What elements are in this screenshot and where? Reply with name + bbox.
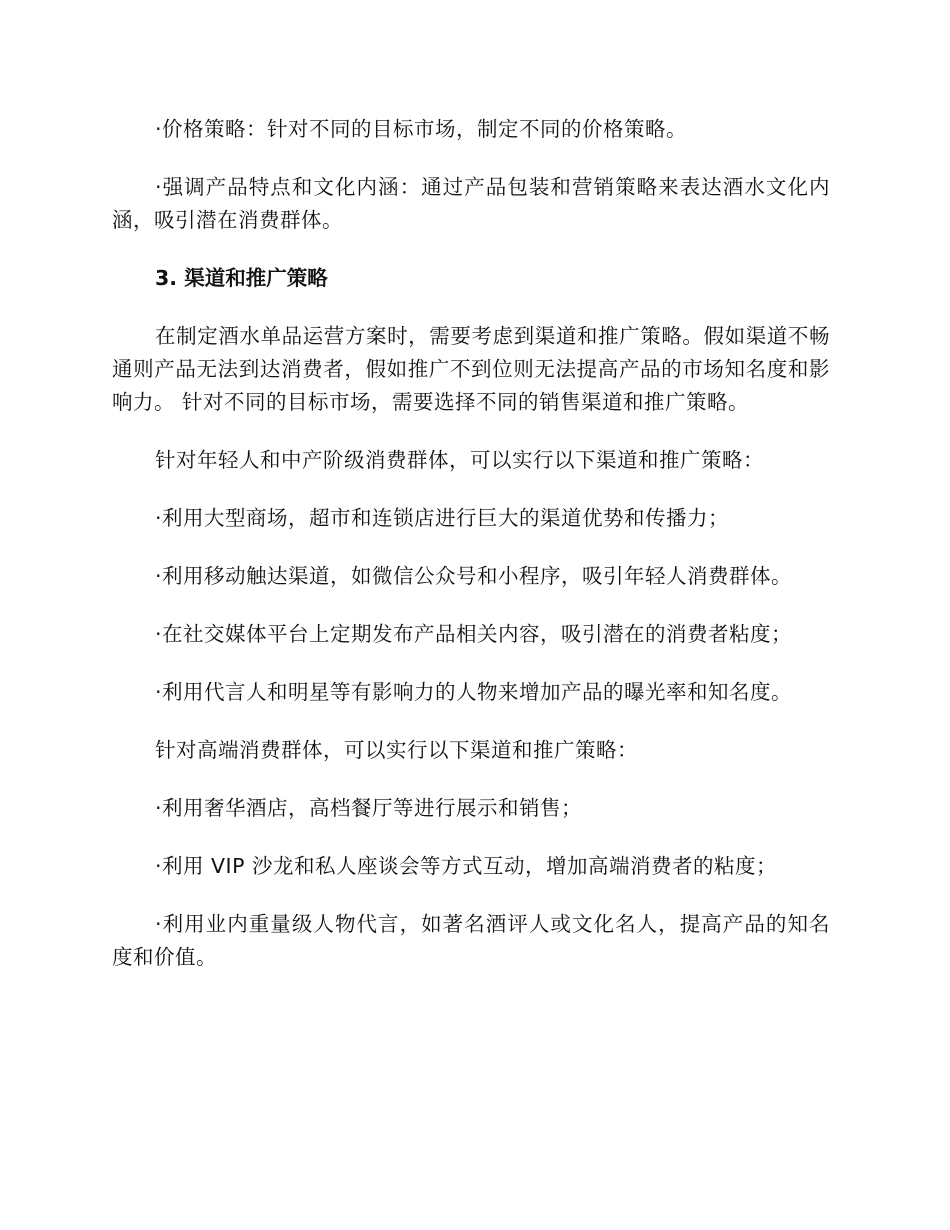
list-item-social-media: ·在社交媒体平台上定期发布产品相关内容，吸引潜在的消费者粘度； xyxy=(155,622,793,646)
list-item-industry-endorsement: ·利用业内重量级人物代言，如著名酒评人或文化名人，提高产品的知名度和价值。 xyxy=(112,912,830,969)
list-item-mall-channel: ·利用大型商场，超市和连锁店进行巨大的渠道优势和传播力； xyxy=(155,506,730,530)
list-item-luxury-hotel: ·利用奢华酒店，高档餐厅等进行展示和销售； xyxy=(155,796,583,820)
list-item-vip-salon: ·利用 VIP 沙龙和私人座谈会等方式互动，增加高端消费者的粘度； xyxy=(155,854,777,878)
paragraph-premium-intro: 针对高端消费群体，可以实行以下渠道和推广策略： xyxy=(155,738,638,762)
paragraph-young-intro: 针对年轻人和中产阶级消费群体，可以实行以下渠道和推广策略： xyxy=(155,448,764,472)
list-item-mobile-channel: ·利用移动触达渠道，如微信公众号和小程序，吸引年轻人消费群体。 xyxy=(155,564,793,588)
list-item-celebrity: ·利用代言人和明星等有影响力的人物来增加产品的曝光率和知名度。 xyxy=(155,680,793,704)
paragraph-product-culture: ·强调产品特点和文化内涵：通过产品包装和营销策略来表达酒水文化内涵，吸引潜在消费群体。 xyxy=(112,175,830,232)
document-body xyxy=(112,113,830,999)
paragraph-price-strategy: ·价格策略：针对不同的目标市场，制定不同的价格策略。 xyxy=(155,117,688,141)
paragraph-channel-intro: 在制定酒水单品运营方案时，需要考虑到渠道和推广策略。假如渠道不畅通则产品无法到达消费者，假如推广不到位则无法提高产品的市场知名度和影响力。 针对不同的目标市场，需要选择不同的销售渠道和推广策略。 xyxy=(112,324,830,414)
section-heading: 3. 渠道和推广策略 xyxy=(155,266,328,290)
